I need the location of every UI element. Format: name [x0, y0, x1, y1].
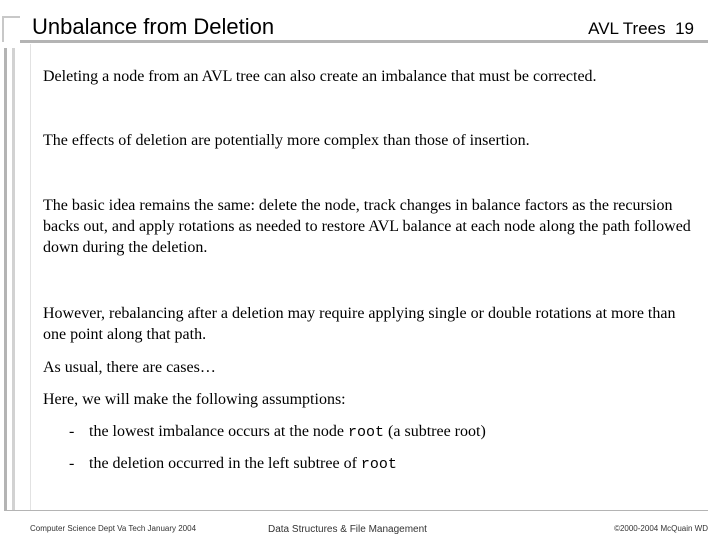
paragraph-6: Here, we will make the following assumptions:: [43, 391, 346, 408]
assumption-1-tail: (a subtree root): [384, 423, 486, 440]
frame-corner-left: [2, 16, 4, 42]
bullet-dash: -: [69, 423, 75, 440]
paragraph-4: However, rebalancing after a deletion may require applying single or double rotations at more than one point along that path.: [43, 305, 676, 343]
slide-title: Unbalance from Deletion: [32, 14, 275, 39]
paragraph-2: The effects of deletion are potentially more complex than those of insertion.: [43, 132, 530, 149]
frame-corner-top: [2, 16, 20, 18]
footer-course: Computer Science Dept Va Tech January 2004: [30, 524, 197, 533]
paragraph-5: As usual, there are cases…: [43, 359, 216, 376]
bullet-dash: -: [69, 455, 75, 472]
paragraph-1: Deleting a node from an AVL tree can also create an imbalance that must be corrected.: [43, 68, 597, 85]
header-rule: [20, 40, 708, 43]
footer-title: Data Structures & File Management: [268, 524, 427, 535]
assumption-item-1: [69, 421, 689, 443]
paragraph-3: The basic idea remains the same: delete the node, track changes in balance factors as the recursion backs out, and apply rotations as needed to restore AVL balance at each node along the path followed down during the deletion.: [43, 197, 691, 256]
left-rule-outer: [4, 48, 7, 510]
left-rule-thin: [30, 44, 31, 510]
slide-header: [588, 19, 694, 39]
assumption-1-text: the lowest imbalance occurs at the node: [89, 423, 349, 440]
footer-copyright: ©2000-2004 McQuain WD: [614, 524, 708, 533]
code-root: root: [348, 424, 385, 441]
assumption-item-2: [69, 453, 689, 475]
assumption-2-text: the deletion occurred in the left subtree of: [89, 455, 361, 472]
footer-rule: [4, 510, 708, 511]
slide-topic: AVL Trees: [588, 19, 666, 38]
slide-number: 19: [675, 19, 694, 38]
left-rule-inner: [12, 48, 15, 510]
code-root: root: [360, 456, 397, 473]
